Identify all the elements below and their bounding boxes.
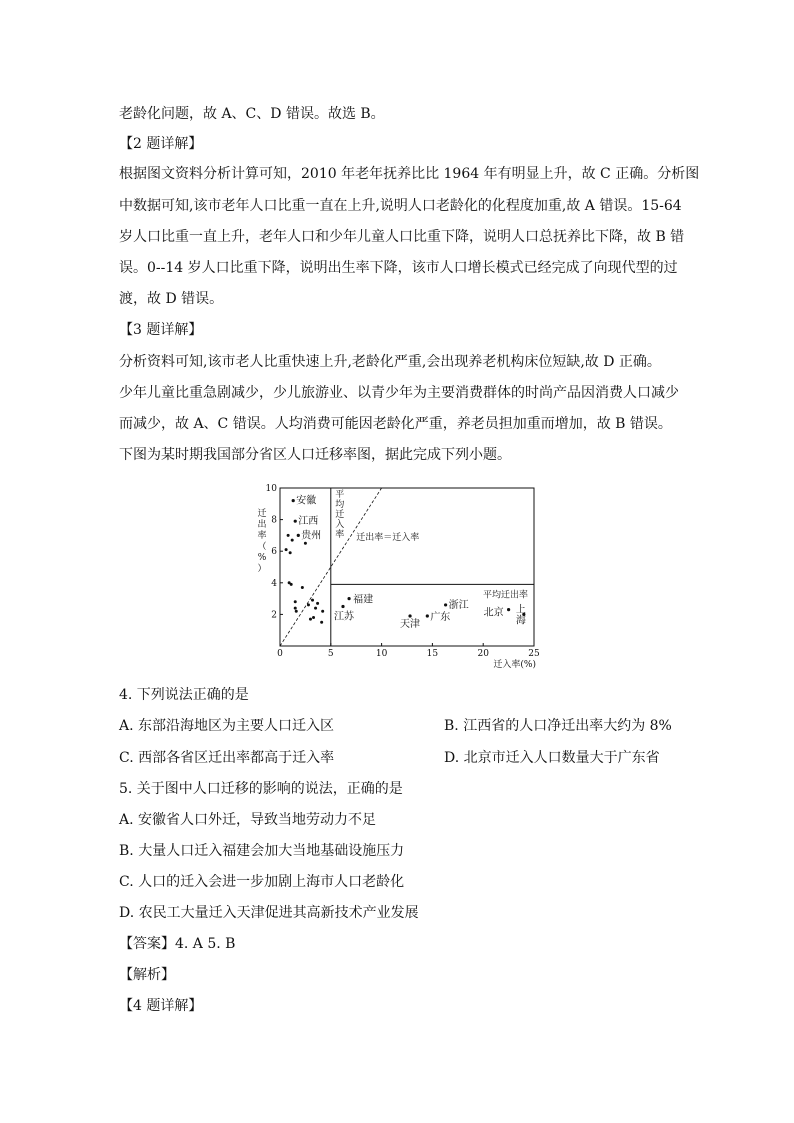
scatter-point [307,603,310,606]
scatter-point-北京 [507,608,510,611]
point-label-广东: 广东 [430,611,451,623]
point-label-北京: 北京 [483,607,504,619]
scatter-point [309,618,312,621]
point-label-安徽: 安徽 [296,495,317,507]
text-line: 根据图文资料分析计算可知，2010 年老年抚养比比 1964 年有明显上升，故 C 正确。分析图 [119,166,700,182]
scatter-point [289,551,292,554]
section-heading-q2: 【2 题详解】 [119,136,203,152]
question-5: 5. 关于图中人口迁移的影响的说法，正确的是 [119,781,403,797]
q4-option-d: D. 北京市迁入人口数量大于广东省 [444,750,660,766]
text-line: 老龄化问题，故 A、C、D 错误。故选 B。 [119,106,385,122]
section-heading-q3: 【3 题详解】 [119,322,203,338]
avg-in-label: 均 [335,500,345,510]
y-axis-label: 率 [257,531,267,541]
diagonal-label: 迁出率＝迁入率 [356,533,420,544]
y-tick-label: 2 [271,610,277,621]
question-4: 4. 下列说法正确的是 [119,687,249,703]
point-label-贵州: 贵州 [301,530,322,542]
text-line: 分析资料可知,该市老人比重快速上升,老龄化严重,会出现养老机构床位短缺,故 D 正确。 [119,354,661,370]
q4-option-a: A. 东部沿海地区为主要人口迁入区 [119,718,335,734]
q5-option-d: D. 农民工大量迁入天津促进其高新技术产业发展 [119,905,419,921]
y-axis-label: （ [257,542,267,552]
scatter-point [311,599,314,602]
scatter-point [295,610,298,613]
avg-in-label: 平 [335,490,345,500]
y-axis-label: 迁 [257,509,267,519]
text-line: 中数据可知,该市老年人口比重一直在上升,说明人口老龄化的化程度加重,故 A 错误。15-64 [119,198,682,214]
scatter-point-天津 [408,614,411,617]
avg-out-label: 平均迁出率 [482,590,528,601]
scatter-point [291,539,294,542]
x-tick-label: 10 [375,649,388,659]
y-axis-label: % [257,553,267,563]
q5-option-c: C. 人口的迁入会进一步加剧上海市人口老龄化 [119,874,405,890]
y-axis-label: ） [257,564,267,574]
y-axis-label: 出 [257,520,267,530]
point-label-江苏: 江苏 [333,611,354,623]
scatter-point [285,548,288,551]
q5-option-a: A. 安徽省人口外迁，导致当地劳动力不足 [119,812,377,828]
text-line: 岁人口比重一直上升，老年人口和少年儿童人口比重下降，说明人口总抚养比下降，故 B 错 [119,229,685,245]
text-line: 渡，故 D 错误。 [119,291,224,307]
answer-line: 【答案】4. A 5. B [119,936,236,952]
x-axis-label: 迁入率(%) [493,660,536,670]
point-label-江西: 江西 [298,516,319,528]
y-tick-label: 10 [265,484,277,494]
avg-in-label: 率 [335,530,345,540]
scatter-point [312,616,315,619]
y-tick-label: 8 [271,515,277,526]
scatter-point-广东 [426,614,429,617]
text-line: 而减少，故 A、C 错误。人均消费可能因老龄化严重，养老员担加重而增加，故 B 错误。 [119,416,672,432]
figure-intro: 下图为某时期我国部分省区人口迁移率图，据此完成下列小题。 [119,447,511,463]
x-tick-label: 15 [426,649,439,659]
analysis-heading: 【解析】 [119,967,175,983]
x-tick-label: 0 [277,649,283,659]
point-label-天津: 天津 [400,618,421,630]
point-label-上海-2: 海 [515,615,526,627]
scatter-point [290,583,293,586]
x-tick-label: 20 [477,649,489,659]
point-label-上海-1: 上 [515,604,526,616]
x-tick-label: 25 [528,649,540,659]
scatter-point [294,600,297,603]
x-tick-label: 5 [327,649,334,659]
q4-option-b: B. 江西省的人口净迁出率大约为 8% [444,718,672,734]
scatter-point [304,542,307,545]
q4-option-c: C. 西部各省区迁出率都高于迁入率 [119,750,335,766]
text-line: 少年儿童比重急剧减少，少儿旅游业、以青少年为主要消费群体的时尚产品因消费人口减少 [119,385,679,401]
migration-rate-chart [248,478,548,678]
scatter-point-安徽 [292,499,295,502]
y-tick-label: 6 [271,547,277,558]
point-label-浙江: 浙江 [448,599,469,611]
scatter-point [314,607,317,610]
scatter-point [301,586,304,589]
scatter-point [320,621,323,624]
section-heading-q4: 【4 题详解】 [119,998,203,1014]
y-tick-label: 4 [271,578,277,589]
scatter-point-江西 [294,520,297,523]
text-line: 误。0--14 岁人口比重下降，说明出生率下降，该市人口增长模式已经完成了向现代型的过 [119,260,678,276]
q5-option-b: B. 大量人口迁入福建会加大当地基础设施压力 [119,843,405,859]
avg-in-label: 迁 [335,510,345,520]
scatter-point-江苏 [341,605,344,608]
scatter-point-贵州 [297,534,300,537]
scatter-point-浙江 [444,603,447,606]
avg-in-label: 入 [335,520,345,530]
scatter-point-福建 [347,597,350,600]
scatter-point [321,610,324,613]
scatter-point [294,607,297,610]
point-label-福建: 福建 [353,594,374,606]
scatter-point [287,534,290,537]
scatter-point [316,602,319,605]
